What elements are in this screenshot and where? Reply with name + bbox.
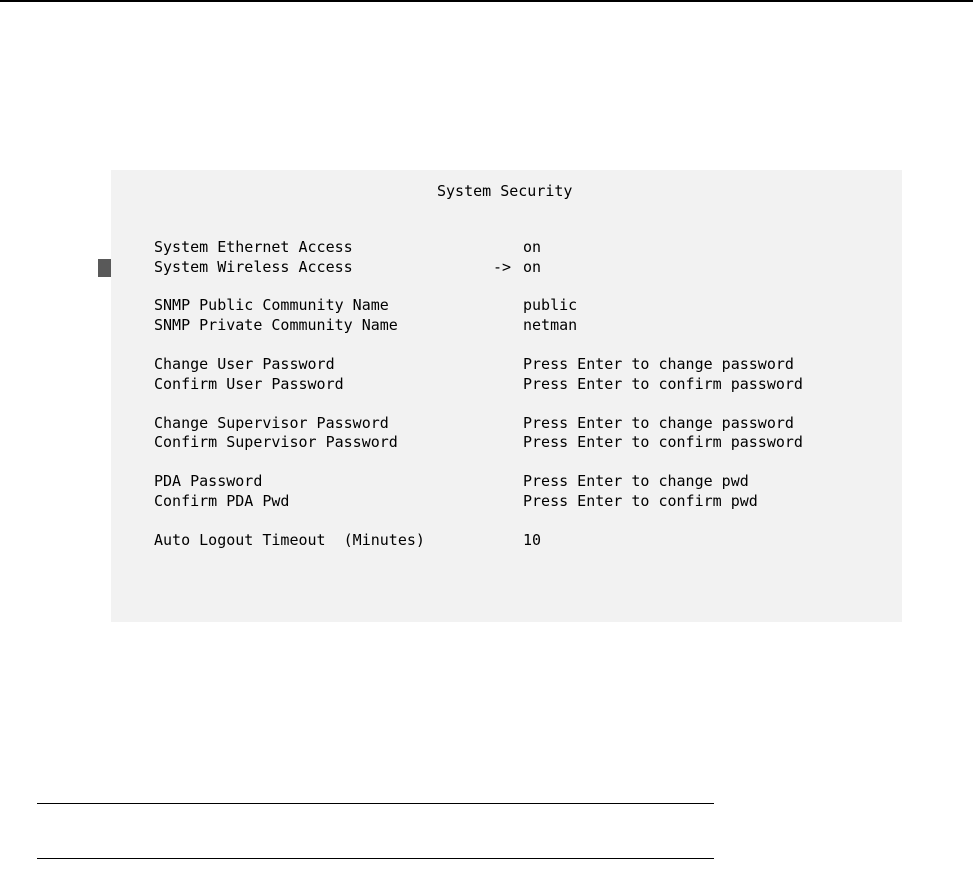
- setting-value[interactable]: Press Enter to confirm pwd: [523, 492, 758, 510]
- setting-pda-password[interactable]: [154, 472, 894, 491]
- setting-label: System Wireless Access: [154, 258, 353, 276]
- setting-confirm-supervisor-password[interactable]: [154, 433, 894, 452]
- top-rule: [0, 0, 973, 2]
- setting-value[interactable]: Press Enter to confirm password: [523, 433, 803, 451]
- screen-title: System Security: [437, 182, 573, 200]
- setting-label: Auto Logout Timeout (Minutes): [154, 531, 425, 549]
- setting-confirm-pda-pwd[interactable]: [154, 492, 894, 511]
- setting-value[interactable]: on: [523, 238, 542, 256]
- divider-lower: [37, 858, 714, 859]
- setting-label: SNMP Public Community Name: [154, 296, 389, 314]
- setting-value[interactable]: Press Enter to change password: [523, 414, 794, 432]
- setting-ethernet-access[interactable]: [154, 238, 894, 257]
- setting-label: SNMP Private Community Name: [154, 316, 398, 334]
- setting-label: PDA Password: [154, 472, 263, 490]
- cursor-marker: ->: [493, 258, 512, 276]
- setting-value[interactable]: on: [523, 258, 542, 276]
- setting-wireless-access[interactable]: [154, 258, 894, 277]
- setting-snmp-public[interactable]: [154, 296, 894, 315]
- setting-value[interactable]: 10: [523, 531, 542, 549]
- setting-value[interactable]: Press Enter to confirm password: [523, 375, 803, 393]
- setting-label: Change User Password: [154, 355, 335, 373]
- setting-change-user-password[interactable]: [154, 355, 894, 374]
- setting-value[interactable]: Press Enter to change password: [523, 355, 794, 373]
- setting-auto-logout-timeout[interactable]: [154, 531, 894, 550]
- setting-snmp-private[interactable]: [154, 316, 894, 335]
- setting-label: Change Supervisor Password: [154, 414, 389, 432]
- terminal-screen: [111, 170, 902, 622]
- setting-value[interactable]: Press Enter to change pwd: [523, 472, 749, 490]
- setting-label: Confirm User Password: [154, 375, 344, 393]
- setting-confirm-user-password[interactable]: [154, 375, 894, 394]
- setting-value[interactable]: netman: [523, 316, 578, 334]
- setting-label: Confirm Supervisor Password: [154, 433, 398, 451]
- setting-change-supervisor-password[interactable]: [154, 414, 894, 433]
- setting-label: System Ethernet Access: [154, 238, 353, 256]
- setting-value[interactable]: public: [523, 296, 578, 314]
- divider-upper: [37, 803, 714, 804]
- setting-label: Confirm PDA Pwd: [154, 492, 290, 510]
